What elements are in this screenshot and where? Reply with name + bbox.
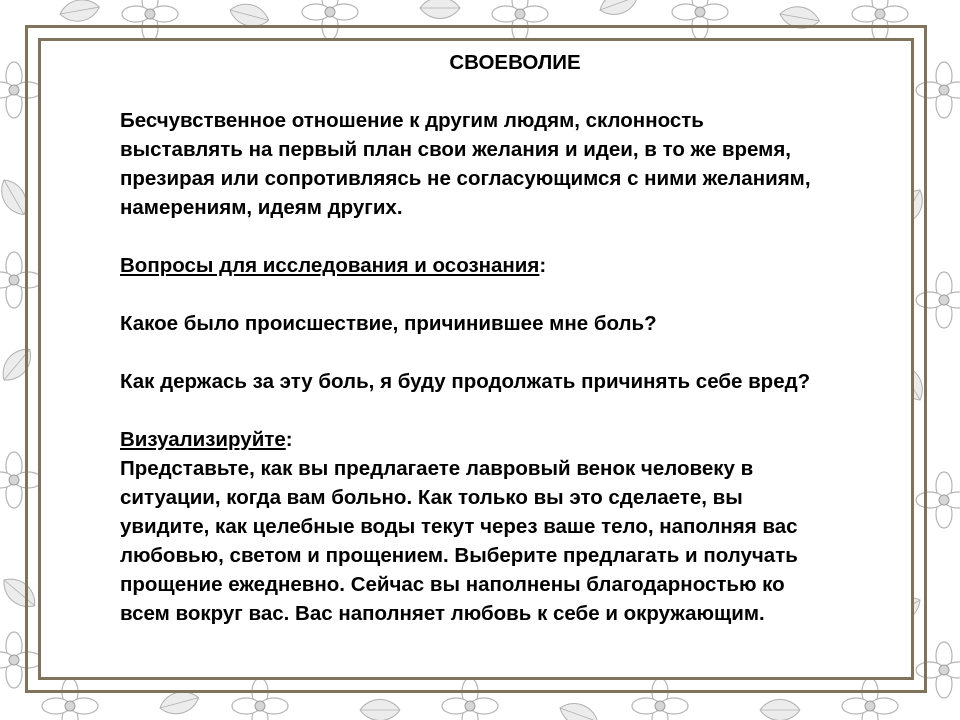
document-body	[120, 48, 880, 628]
visualize-line: Представьте, как вы предлагаете лавровый венок человеку в	[120, 457, 754, 480]
document-title: СВОЕВОЛИЕ	[449, 51, 581, 74]
questions-heading-colon: :	[539, 254, 547, 277]
visualize-line: прощение ежедневно. Сейчас вы наполнены благодарностью ко	[120, 573, 785, 596]
visualize-line: всем вокруг вас. Вас наполняет любовь к себе и окружающим.	[120, 602, 765, 625]
question-2: Как держась за эту боль, я буду продолжать причинять себе вред?	[120, 370, 811, 393]
definition-line: намерениям, идеям других.	[120, 196, 403, 219]
definition-line: выставлять на первый план свои желания и идеи, в то же время,	[120, 138, 791, 161]
visualize-heading	[120, 425, 880, 454]
questions-heading-text: Вопросы для исследования и осознания	[120, 254, 540, 277]
question-1: Какое было происшествие, причинившее мне боль?	[120, 312, 657, 335]
visualize-line: любовью, светом и прощением. Выберите предлагать и получать	[120, 544, 798, 567]
visualize-heading-colon: :	[285, 428, 293, 451]
questions-heading	[120, 251, 880, 280]
definition-line: презирая или сопротивляясь не согласующимся с ними желаниям,	[120, 167, 811, 190]
visualize-heading-text: Визуализируйте	[120, 428, 286, 451]
definition-line: Бесчувственное отношение к другим людям, склонность	[120, 109, 704, 132]
visualize-line: увидите, как целебные воды текут через ваше тело, наполняя вас	[120, 515, 798, 538]
visualize-line: ситуации, когда вам больно. Как только вы это сделаете, вы	[120, 486, 743, 509]
